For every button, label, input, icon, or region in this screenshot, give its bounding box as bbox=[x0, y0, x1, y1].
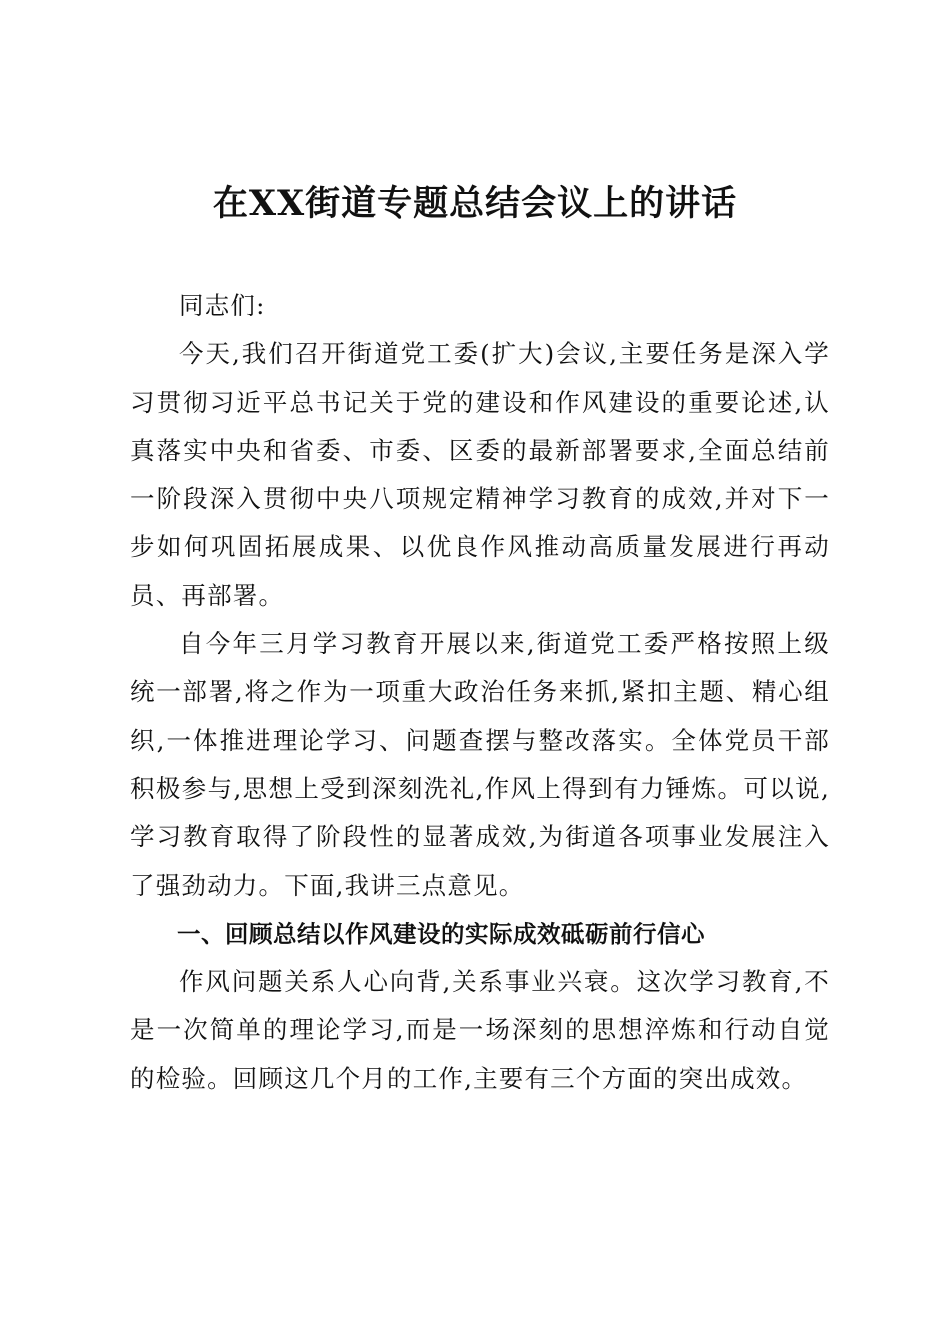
paragraph-intro: 今天,我们召开街道党工委(扩大)会议,主要任务是深入学习贯彻习近平总书记关于党的建设和作风建设的重要论述,认真落实中央和省委、市委、区委的最新部署要求,全面总结前一阶段深入贯彻中央八项规定精神学习教育的成效,并对下一步如何巩固拓展成果、以优良作风推动高质量发展进行再动员、再部署。 bbox=[130, 339, 830, 610]
paragraph-review: 自今年三月学习教育开展以来,街道党工委严格按照上级统一部署,将之作为一项重大政治任务来抓,紧扣主题、精心组织,一体推进理论学习、问题查摆与整改落实。全体党员干部积极参与,思想上受到深刻洗礼,作风上得到有力锤炼。可以说,学习教育取得了阶段性的显著成效,为街道各项事业发展注入了强劲动力。下面,我讲三点意见。 bbox=[130, 629, 830, 900]
document-title: 在XX街道专题总结会议上的讲话 bbox=[212, 183, 738, 224]
section-heading: 一、回顾总结以作风建设的实际成效砥砺前行信心 bbox=[177, 919, 705, 948]
paragraph-section-one: 作风问题关系人心向背,关系事业兴衰。这次学习教育,不是一次简单的理论学习,而是一场深刻的思想淬炼和行动自觉的检验。回顾这几个月的工作,主要有三个方面的突出成效。 bbox=[130, 967, 830, 1093]
document-body bbox=[130, 282, 830, 1103]
salutation: 同志们: bbox=[179, 291, 266, 320]
